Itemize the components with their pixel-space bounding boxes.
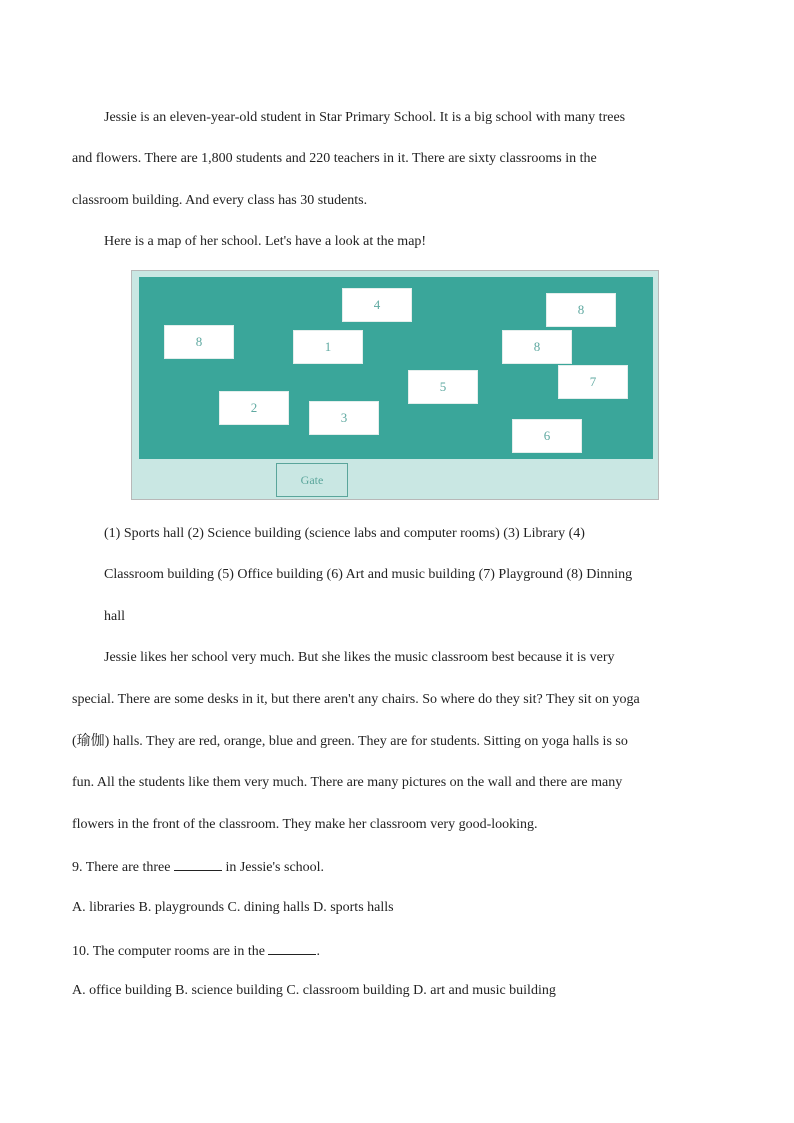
map-building-box: 7 (558, 365, 628, 399)
passage-line: and flowers. There are 1,800 students and 220 teachers in it. There are sixty classrooms in the (72, 151, 597, 166)
school-map-grounds (139, 277, 653, 459)
answer-blank (174, 856, 222, 871)
map-building-box: 2 (219, 391, 289, 425)
map-legend-line: hall (104, 609, 125, 624)
question-10-options: A. office building B. science building C. classroom building D. art and music building (72, 983, 556, 998)
map-building-box: 1 (293, 330, 363, 364)
passage-line: special. There are some desks in it, but there aren't any chairs. So where do they sit? They sit on yoga (72, 692, 640, 707)
question-stem: . (316, 944, 320, 959)
passage-line: Here is a map of her school. Let's have a look at the map! (104, 234, 427, 249)
question-10 (72, 940, 320, 962)
question-stem: in Jessie's school. (221, 860, 325, 875)
passage-line: fun. All the students like them very much. There are many pictures on the wall and there are many (72, 775, 623, 790)
map-building-box: 8 (546, 293, 616, 327)
map-building-box: 5 (408, 370, 478, 404)
map-gate: Gate (276, 463, 348, 497)
question-9-options: A. libraries B. playgrounds C. dining halls D. sports halls (72, 900, 394, 915)
answer-blank (268, 940, 316, 955)
question-stem: 9. There are three (72, 860, 174, 875)
question-9 (72, 856, 324, 878)
passage-line: flowers in the front of the classroom. They make her classroom very good-looking. (72, 817, 538, 832)
passage-line: Jessie likes her school very much. But she likes the music classroom best because it is very (104, 650, 615, 665)
map-legend-line: Classroom building (5) Office building (6) Art and music building (7) Playground (8) Dinning (104, 567, 633, 582)
school-map (131, 270, 659, 500)
map-building-box: 3 (309, 401, 379, 435)
map-building-box: 6 (512, 419, 582, 453)
passage-line: Jessie is an eleven-year-old student in Star Primary School. It is a big school with many trees (104, 110, 626, 125)
map-building-box: 8 (502, 330, 572, 364)
map-building-box: 4 (342, 288, 412, 322)
question-stem: 10. The computer rooms are in the (72, 944, 269, 959)
map-legend-line: (1) Sports hall (2) Science building (science labs and computer rooms) (3) Library (4) (104, 526, 585, 541)
passage-line: (瑜伽) halls. They are red, orange, blue and green. They are for students. Sitting on yoga halls is so (72, 734, 628, 749)
passage-line: classroom building. And every class has 30 students. (72, 193, 368, 208)
map-building-box: 8 (164, 325, 234, 359)
